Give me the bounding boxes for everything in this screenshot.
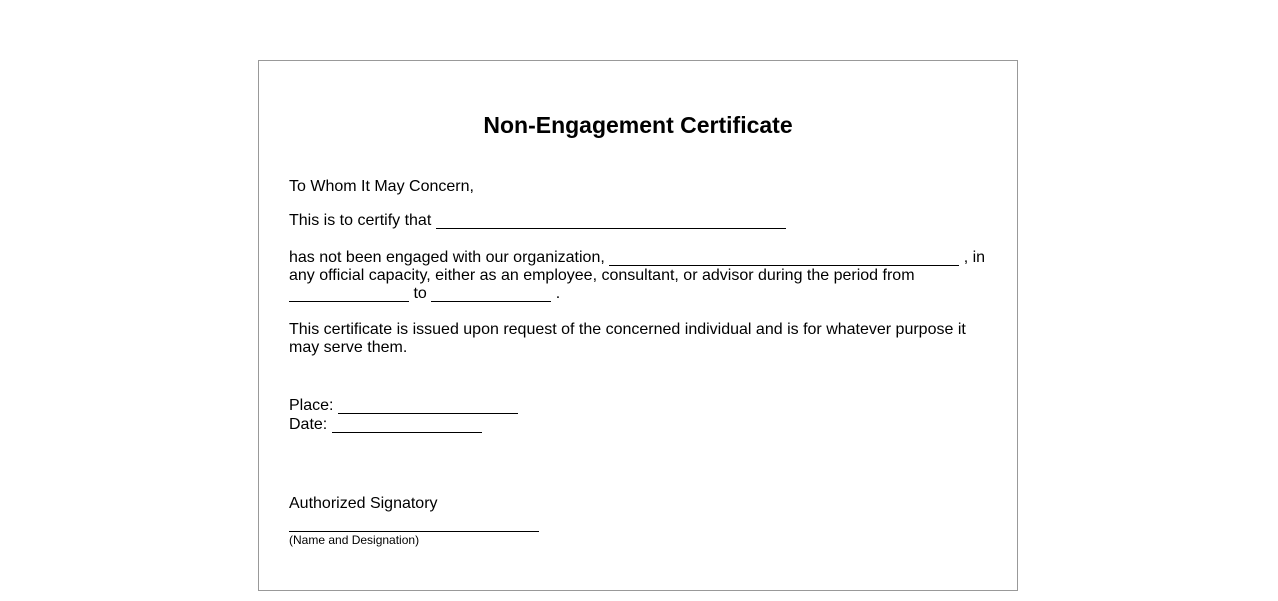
name-blank bbox=[436, 214, 786, 229]
capacity-text: any official capacity, either as an employee, consultant, or advisor during the period from bbox=[289, 267, 915, 284]
period-to: to bbox=[413, 285, 427, 302]
date-blank bbox=[332, 418, 482, 433]
period-end-blank bbox=[431, 287, 551, 302]
signatory-label: Authorized Signatory bbox=[289, 495, 438, 512]
signature-line bbox=[289, 531, 539, 532]
place-blank bbox=[338, 399, 518, 414]
certificate-page bbox=[258, 60, 1018, 591]
certify-prefix: This is to certify that bbox=[289, 212, 432, 229]
place-line bbox=[289, 397, 989, 415]
date-label: Date: bbox=[289, 416, 328, 433]
salutation: To Whom It May Concern, bbox=[289, 178, 474, 195]
engaged-suffix: , in bbox=[963, 249, 986, 266]
signatory-caption: (Name and Designation) bbox=[289, 533, 420, 547]
issued-paragraph: This certificate is issued upon request of the concerned individual and is for whatever purpose it may serve them. bbox=[289, 321, 966, 356]
engagement-paragraph bbox=[289, 249, 989, 303]
engaged-prefix: has not been engaged with our organization, bbox=[289, 249, 605, 266]
period-start-blank bbox=[289, 287, 409, 302]
organization-blank bbox=[609, 251, 959, 266]
date-line bbox=[289, 416, 989, 434]
period-end: . bbox=[555, 285, 561, 302]
certificate-title: Non-Engagement Certificate bbox=[483, 112, 793, 138]
place-label: Place: bbox=[289, 397, 334, 414]
certify-line bbox=[289, 212, 989, 230]
